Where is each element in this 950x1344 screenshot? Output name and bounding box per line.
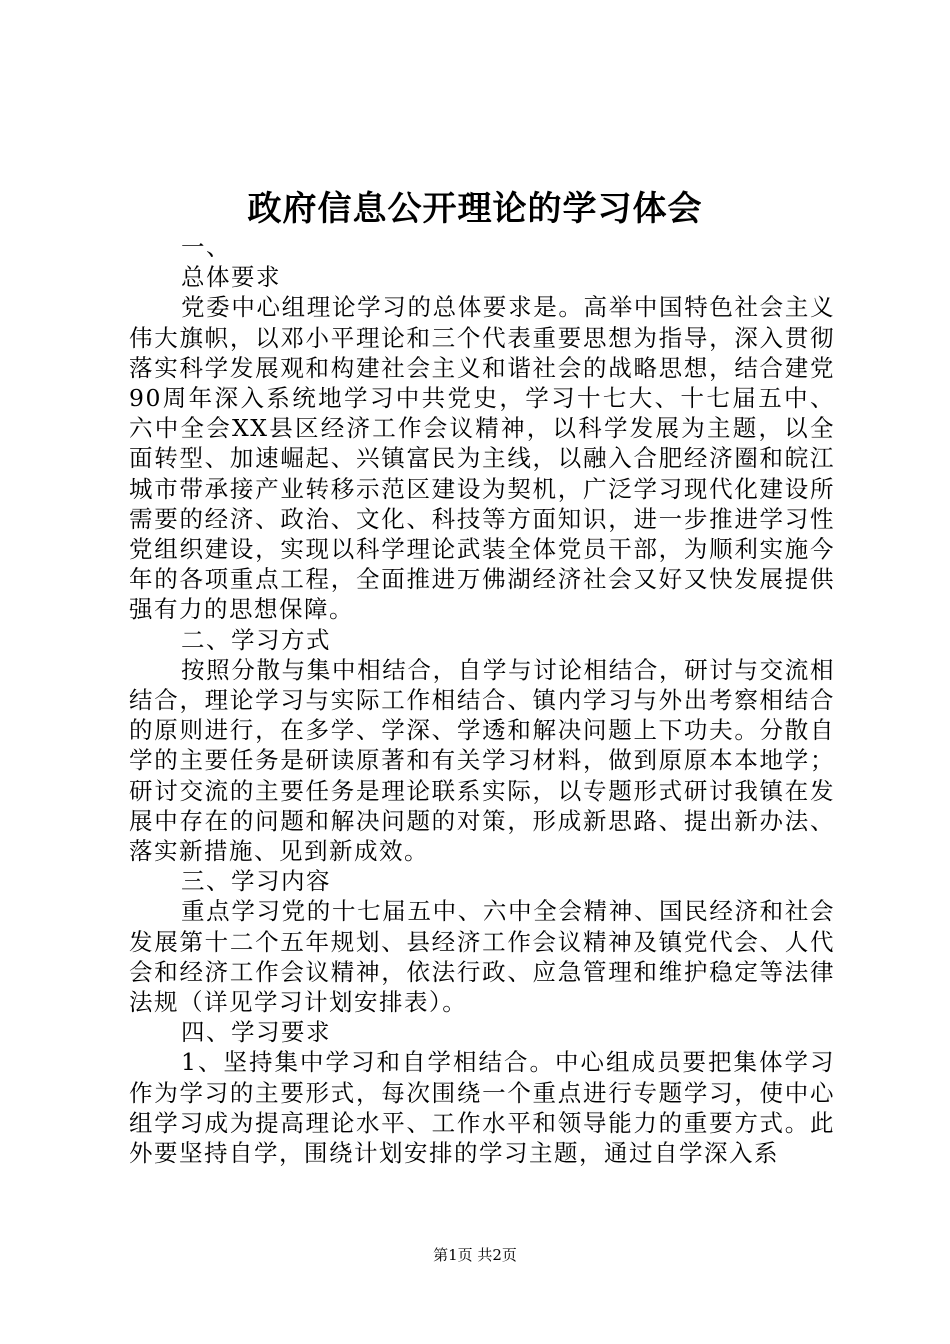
section-heading-4: 四、学习要求	[181, 1018, 331, 1047]
section-heading-2: 二、学习方式	[181, 625, 331, 654]
page-number-footer: 第1页 共2页	[433, 1246, 517, 1264]
section-heading-1-title: 总体要求	[181, 263, 281, 292]
paragraph-overall-requirements: 党委中心组理论学习的总体要求是。高举中国特色社会主义伟大旗帜，以邓小平理论和三个代表重要思想为指导，深入贯彻落实科学发展观和构建社会主义和谐社会的战略思想，结合建党90周年深入系统地学习中共党史，学习十七大、十七届五中、六中全会XX县区经济工作会议精神，以科学发展为主题，以全面转型、加速崛起、兴镇富民为主线，以融入合肥经济圈和皖江城市带承接产业转移示范区建设为契机，广泛学习现代化建设所需要的经济、政治、文化、科技等方面知识，进一步推进学习性党组织建设，实现以科学理论武装全体党员干部，为顺利实施今年的各项重点工程，全面推进万佛湖经济社会又好又快发展提供强有力的思想保障。	[129, 293, 835, 624]
section-heading-1-number: 一、	[181, 233, 231, 261]
document-body	[129, 232, 835, 1168]
section-heading-3: 三、学习内容	[181, 867, 331, 896]
paragraph-study-requirements: 1、坚持集中学习和自学相结合。中心组成员要把集体学习作为学习的主要形式，每次围绕一个重点进行专题学习，使中心组学习成为提高理论水平、工作水平和领导能力的重要方式。此外要坚持自学，围绕计划安排的学习主题，通过自学深入系	[129, 1048, 835, 1168]
page-title: 政府信息公开理论的学习体会	[247, 189, 703, 229]
paragraph-study-content: 重点学习党的十七届五中、六中全会精神、国民经济和社会发展第十二个五年规划、县经济工作会议精神及镇党代会、人代会和经济工作会议精神，依法行政、应急管理和维护稳定等法律法规（详见学习计划安排表）。	[129, 897, 835, 1017]
paragraph-study-methods: 按照分散与集中相结合，自学与讨论相结合，研讨与交流相结合，理论学习与实际工作相结合、镇内学习与外出考察相结合的原则进行，在多学、学深、学透和解决问题上下功夫。分散自学的主要任务是研读原著和有关学习材料，做到原原本本地学；研讨交流的主要任务是理论联系实际，以专题形式研讨我镇在发展中存在的问题和解决问题的对策，形成新思路、提出新办法、落实新措施、见到新成效。	[129, 655, 835, 866]
